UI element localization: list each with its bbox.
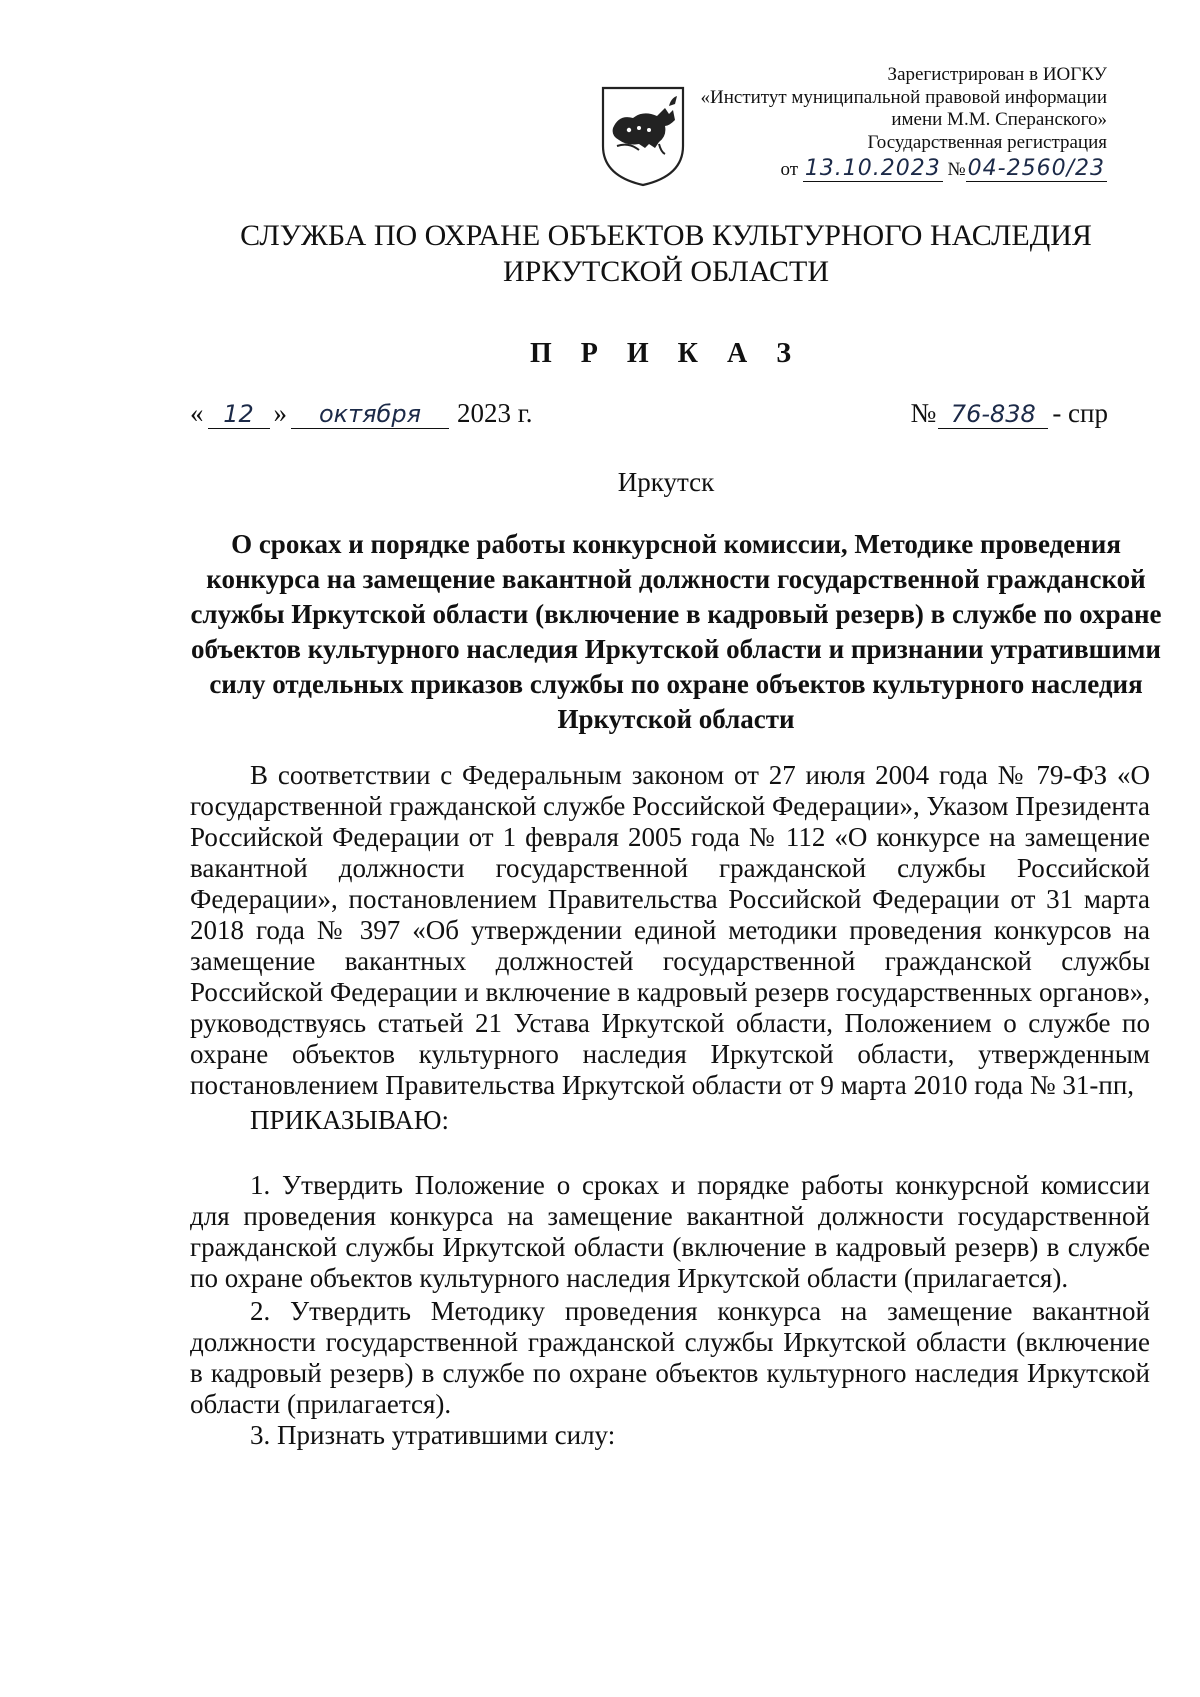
- date-close-quote: »: [273, 398, 287, 428]
- registration-line-1: Зарегистрирован в ИОГКУ: [887, 64, 1107, 85]
- number-value: 76-838: [938, 400, 1048, 429]
- document-type: П Р И К А З: [530, 338, 802, 369]
- registration-line-2: «Институт муниципальной правовой информации: [700, 86, 1107, 108]
- order-body: [190, 760, 1150, 1451]
- preamble-paragraph: В соответствии с Федеральным законом от 27 июля 2004 года № 79-ФЗ «О государственной гражданской службе Российской Федерации», Указом Президента Российской Федерации от 1 февраля 2005 года № 112 «О конкурсе на замещение вакантной должности государственной гражданской службы Российской Федерации», постановлением Правительства Российской Федерации от 31 марта 2018 года № 397 «Об утверждении единой методики проведения конкурсов на замещение вакантных должностей государственной гражданской службы Российской Федерации и включение в кадровый резерв государственных органов», руководствуясь статьей 21 Устава Иркутской области, Положением о службе по охране объектов культурного наследия Иркутской области, утвержденным постановлением Правительства Иркутской области от 9 марта 2010 года № 31-пп,: [190, 760, 1150, 1100]
- registration-date: 13.10.2023: [804, 156, 941, 181]
- order-heading: О сроках и порядке работы конкурсной комиссии, Методике проведения конкурса на замещение вакантной должности государственной гражданской службы Иркутской области (включение в кадровый резерв) в службе по охране объектов культурного наследия Иркутской области и признании утратившими силу отдельных приказов службы по охране объектов культурного наследия Иркутской области: [190, 529, 1162, 734]
- registration-number-label: №: [947, 159, 966, 180]
- order-word: ПРИКАЗЫВАЮ:: [250, 1105, 449, 1135]
- organization-title: [0, 218, 1200, 290]
- city: Иркутск: [617, 467, 715, 497]
- order-item-1: 1. Утвердить Положение о сроках и порядке работы конкурсной комиссии для проведения конкурса на замещение вакантной должности государственной гражданской службы Иркутской области (включение в кадровый резерв) в службе по охране объектов культурного наследия Иркутской области (прилагается).: [190, 1170, 1150, 1293]
- date-year: 2023 г.: [457, 398, 533, 428]
- registration-line-3: имени М.М. Сперанского»: [891, 109, 1107, 130]
- registration-line-4: Государственная регистрация: [867, 131, 1107, 153]
- order-item-2: 2. Утвердить Методику проведения конкурса на замещение вакантной должности государственной гражданской службы Иркутской области (включение в кадровый резерв) в службе по охране объектов культурного наследия Иркутской области (прилагается).: [190, 1296, 1150, 1419]
- order-number: [911, 398, 1108, 429]
- number-suffix: - спр: [1052, 398, 1108, 428]
- registration-from-label: от: [780, 159, 799, 180]
- date-open-quote: «: [190, 398, 204, 428]
- order-date: [190, 398, 533, 429]
- registration-number: 04-2560/23: [967, 156, 1105, 181]
- organization-title-line-1: СЛУЖБА ПО ОХРАНЕ ОБЪЕКТОВ КУЛЬТУРНОГО НАСЛЕДИЯ: [240, 219, 1092, 252]
- date-day: 12: [208, 400, 270, 429]
- registration-date-line: [587, 154, 1107, 185]
- order-item-3: 3. Признать утратившими силу:: [250, 1420, 616, 1450]
- organization-title-line-2: ИРКУТСКОЙ ОБЛАСТИ: [502, 255, 830, 288]
- registration-stamp: [587, 64, 1107, 185]
- date-month: октября: [291, 400, 449, 429]
- number-prefix: №: [910, 398, 937, 428]
